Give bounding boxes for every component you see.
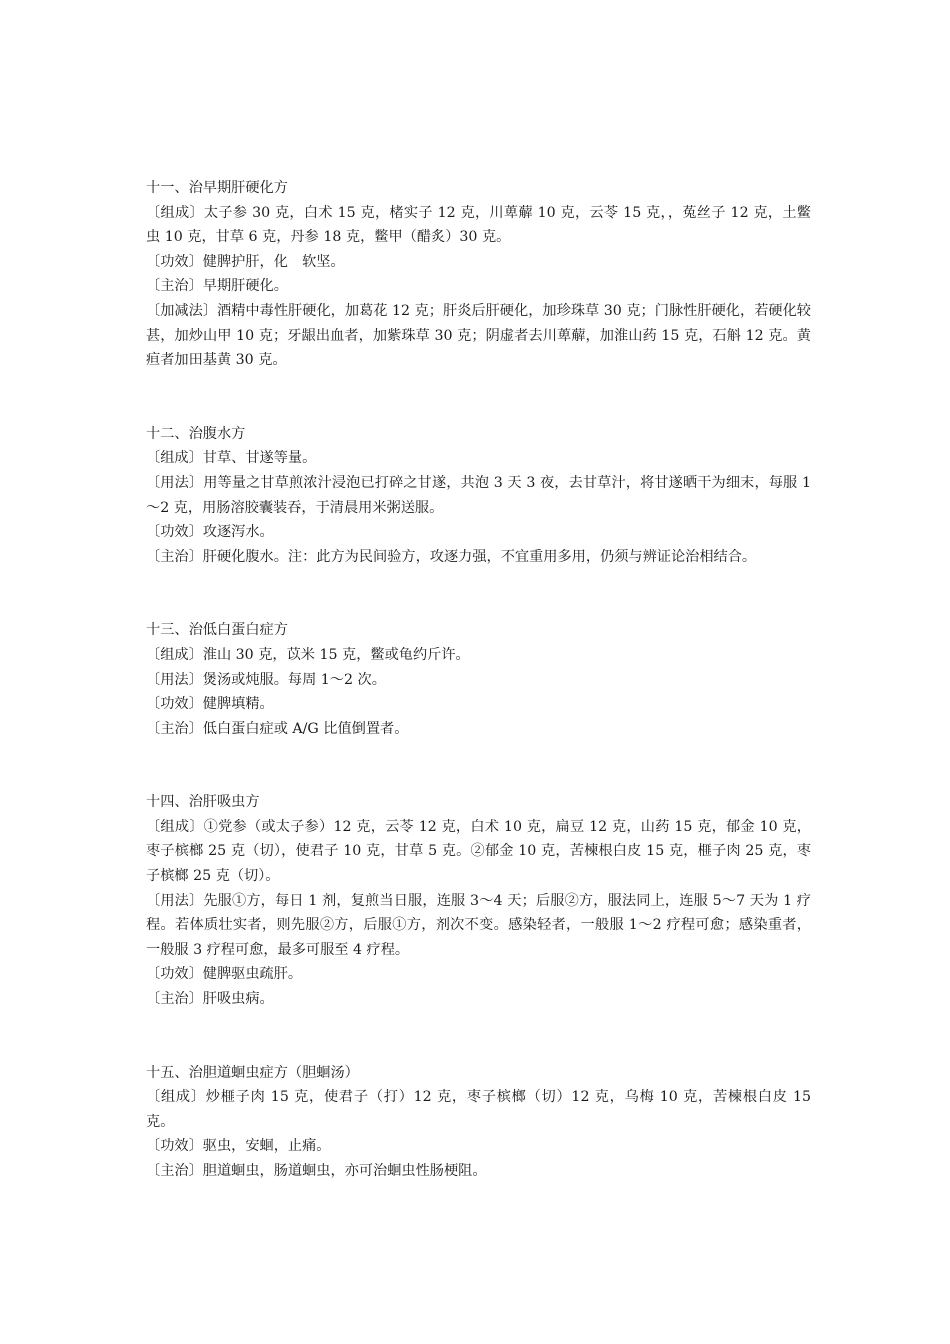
efficacy-line: 〔功效〕攻逐泻水。: [146, 524, 274, 541]
document-body: [146, 176, 811, 1184]
section-title: 十五、治胆道蛔虫症方（胆蛔汤）: [146, 1064, 359, 1081]
indication-line: 〔主治〕肝吸虫病。: [146, 991, 274, 1008]
section-title: 十二、治腹水方: [146, 425, 246, 442]
usage-line: 〔用法〕煲汤或炖服。每周 1～2 次。: [146, 671, 386, 688]
section-spacer: [146, 1012, 811, 1061]
section-13: [146, 618, 811, 741]
efficacy-line: 〔功效〕健脾驱虫疏肝。: [146, 966, 303, 983]
indication-line: 〔主治〕胆道蛔虫，肠道蛔虫，亦可治蛔虫性肠梗阻。: [146, 1163, 487, 1179]
section-title: 十一、治早期肝硬化方: [146, 180, 288, 196]
composition-line: 〔组成〕炒榧子肉 15 克，使君子（打）12 克，枣子槟榔（切）12 克，乌梅 10 克，苦楝根白皮 15 克。: [146, 1089, 811, 1130]
composition-line: 〔组成〕淮山 30 克，苡米 15 克，鳖或龟约斤许。: [146, 646, 470, 663]
indication-line: 〔主治〕早期肝硬化。: [146, 278, 288, 295]
section-15: [146, 1061, 811, 1184]
section-spacer: [146, 741, 811, 790]
section-title: 十四、治肝吸虫方: [146, 794, 260, 811]
composition-line: 〔组成〕太子参 30 克，白术 15 克，楮实子 12 克，川萆薢 10 克，云苓 15 克，，菟丝子 12 克，土鳖虫 10 克，甘草 6 克，丹参 18 克，鳖甲（醋炙）30 克。: [146, 204, 811, 246]
usage-line: 〔用法〕用等量之甘草煎浓汁浸泡已打碎之甘遂，共泡 3 天 3 夜，去甘草汁，将甘遂晒干为细末，每服 1～2 克，用肠溶胶囊装吞，于清晨用米粥送服。: [146, 474, 811, 516]
indication-line: 〔主治〕肝硬化腹水。注：此方为民间验方，攻逐力强，不宜重用多用，仍须与辨证论治相结合。: [146, 548, 757, 565]
efficacy-line: 〔功效〕健脾护肝，化 软坚。: [146, 253, 345, 270]
section-spacer: [146, 373, 811, 422]
efficacy-line: 〔功效〕驱虫，安蛔，止痛。: [146, 1138, 331, 1155]
section-11: [146, 176, 811, 373]
composition-line: 〔组成〕甘草、甘遂等量。: [146, 450, 317, 467]
section-12: [146, 422, 811, 570]
section-14: [146, 790, 811, 1011]
composition-line: 〔组成〕①党参（或太子参）12 克，云苓 12 克，白术 10 克，扁豆 12 克，山药 15 克，郁金 10 克，枣子槟榔 25 克（切），使君子 10 克，甘草 5 克。②郁金 10 克，苦楝根白皮 15 克，榧子肉 25 克，枣子槟榔 25 克（切）。: [146, 818, 811, 885]
modification-line: 〔加减法〕酒精中毒性肝硬化，加葛花 12 克；肝炎后肝硬化，加珍珠草 30 克；门脉性肝硬化，若硬化较甚，加炒山甲 10 克；牙龈出血者，加紫珠草 30 克；阴虚者去川萆薢，加淮山药 15 克，石斛 12 克。黄疸者加田基黄 30 克。: [146, 302, 811, 369]
section-title: 十三、治低白蛋白症方: [146, 622, 288, 639]
efficacy-line: 〔功效〕健脾填精。: [146, 696, 274, 713]
usage-line: 〔用法〕先服①方，每日 1 剂，复煎当日服，连服 3～4 天；后服②方，服法同上，连服 5～7 天为 1 疗程。若体质壮实者，则先服②方，后服①方，剂次不变。感染轻者，一般服 1～2 疗程可愈；感染重者，一般服 3 疗程可愈，最多可服至 4 疗程。: [146, 892, 811, 958]
indication-line: 〔主治〕低白蛋白症或 A/G 比值倒置者。: [146, 720, 409, 737]
section-spacer: [146, 569, 811, 618]
